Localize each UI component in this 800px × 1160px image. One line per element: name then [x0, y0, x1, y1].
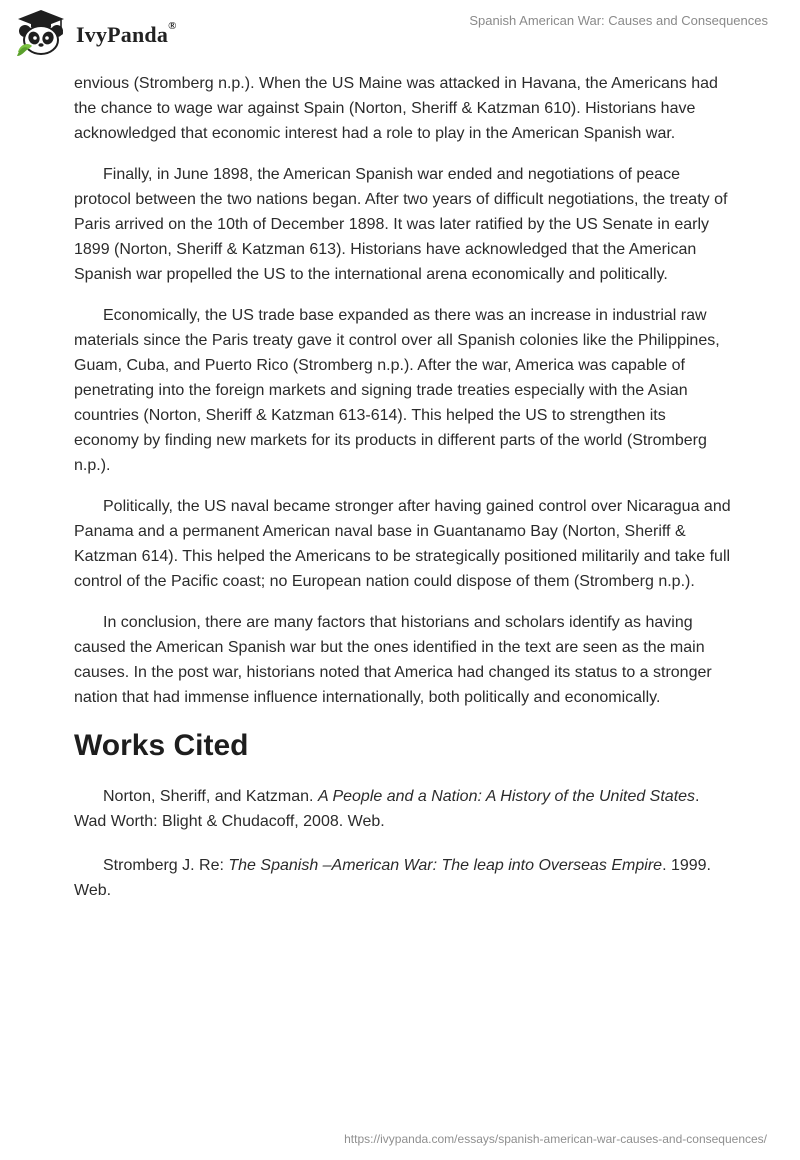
paragraph-treaty: Finally, in June 1898, the American Spanish war ended and negotiations of peace protocol between the two nations began. After two years of difficult negotiations, the treaty of Paris arrived on the 10th of December 1898. It was later ratified by the US Senate in early 1899 (Norton, Sheriff & Katzman 613). Historians have acknowledged that the American Spanish war propelled the US to the international arena economically and politically. — [74, 166, 728, 283]
document-title: Spanish American War: Causes and Consequences — [469, 13, 768, 28]
paragraph-economic: Economically, the US trade base expanded as there was an increase in industrial raw materials since the Paris treaty gave it control over all Spanish colonies like the Philippines, Guam, Cuba, and Puerto Rico (Stromberg n.p.). After the war, America was capable of penetrating into the foreign markets and signing trade treaties especially with the Asian countries (Norton, Sheriff & Katzman 613-614). This helped the US to strengthen its economy by finding new markets for its products in different parts of the world (Stromberg n.p.). — [74, 307, 720, 474]
citation-title: The Spanish –American War: The leap into Overseas Empire — [228, 857, 663, 874]
works-cited-heading: Works Cited — [74, 729, 249, 762]
citation-entry — [74, 784, 734, 834]
source-url-link[interactable]: https://ivypanda.com/essays/spanish-american-war-causes-and-consequences/ — [344, 1132, 767, 1146]
citation-authors: Norton, Sheriff, and Katzman. — [103, 788, 318, 805]
citation-authors: Stromberg J. Re: — [103, 857, 229, 874]
brand-name: IvyPanda® — [76, 20, 177, 47]
citation-publication: . 1999. Web. — [74, 857, 711, 899]
registered-mark: ® — [168, 20, 177, 32]
page-header — [0, 0, 800, 64]
essay-body — [74, 71, 734, 922]
panda-graduate-logo-icon — [14, 8, 68, 58]
paragraph-political: Politically, the US naval became stronger after having gained control over Nicaragua and Panama and a permanent American naval base in Guantanamo Bay (Norton, Sheriff & Katzman 614). This helped the Americans to be strategically positioned militarily and take full control of the Pacific coast; no European nation could dispose of them (Stromberg n.p.). — [74, 498, 731, 590]
paragraph-continued: envious (Stromberg n.p.). When the US Maine was attacked in Havana, the Americans had the chance to wage war against Spain (Norton, Sheriff & Katzman 610). Historians have acknowledged that economic interest had a role to play in the American Spanish war. — [74, 75, 718, 142]
citation-entry — [74, 853, 734, 903]
citation-title: A People and a Nation: A History of the United States — [317, 788, 696, 805]
paragraph-conclusion: In conclusion, there are many factors that historians and scholars identify as having caused the American Spanish war but the ones identified in the text are seen as the main causes. In the post war, historians noted that America had changed its status to a stronger nation that had immense influence internationally, both politically and economically. — [74, 614, 712, 706]
citation-publication: . Wad Worth: Blight & Chudacoff, 2008. Web. — [74, 788, 700, 830]
logo[interactable] — [14, 8, 177, 58]
